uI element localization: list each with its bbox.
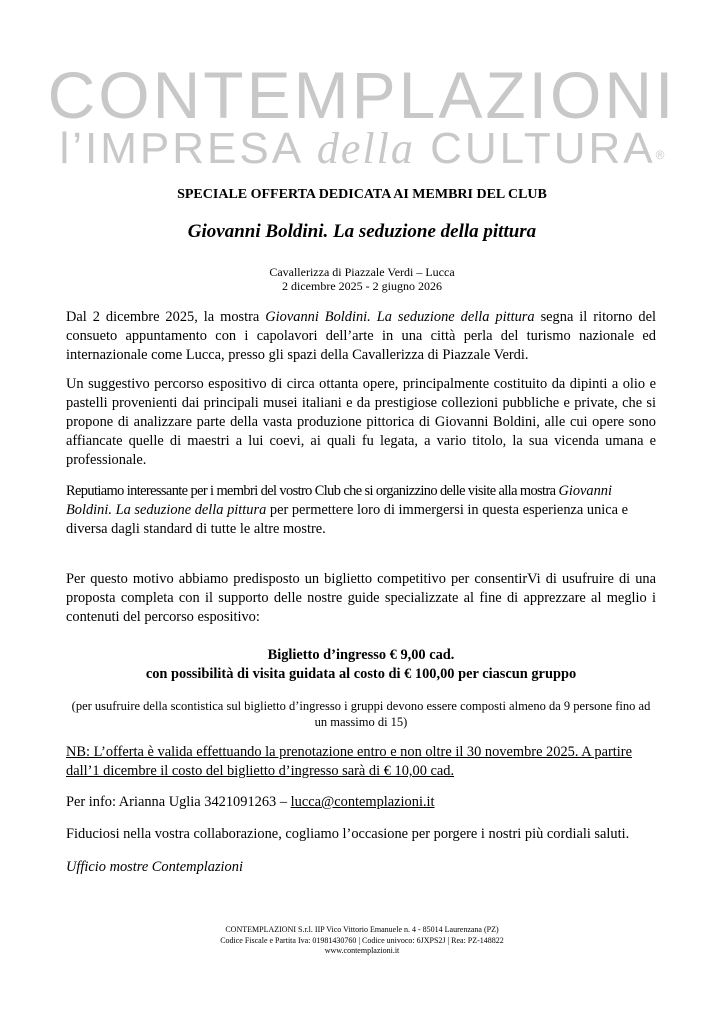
logo-tagline-part3: CULTURA [414, 124, 656, 173]
club-text-b: per permettere loro di immergersi in questa esperienza unica e diversa dagli standard di tutte le altre mostre. [66, 502, 629, 537]
logo-tagline-part1: l’IMPRESA [59, 124, 317, 173]
contact-label: Per info: Arianna Uglia 3421091263 – [66, 794, 291, 810]
contact-email-link[interactable]: lucca@contemplazioni.it [290, 794, 435, 810]
intro-text-b: segna il ritorno del consueto appuntamento con i capolavori dell’arte in una città perla del turismo nazionale ed internazionale come Lucca, presso gli spazi della Cavallerizza di Piazzale Verdi. [66, 309, 656, 363]
club-exhibition-title: Giovanni Boldini. La seduzione della pittura [66, 483, 612, 518]
contact-info [66, 793, 656, 812]
logo-tagline [0, 124, 724, 174]
logo-tagline-part2: della [316, 124, 415, 173]
guided-tour-price: con possibilità di visita guidata al costo di € 100,00 per ciascun gruppo [145, 666, 577, 682]
deadline-note: NB: L’offerta è valida effettuando la prenotazione entro e non oltre il 30 novembre 2025. A partire dall’1 dicembre il costo del biglietto d’ingresso sarà di € 10,00 cad. [66, 744, 632, 779]
offer-title: SPECIALE OFFERTA DEDICATA AI MEMBRI DEL CLUB [177, 187, 547, 202]
closing-paragraph: Fiduciosi nella vostra collaborazione, cogliamo l’occasione per porgere i nostri più cordiali saluti. [66, 826, 630, 842]
description-paragraph: Un suggestivo percorso espositivo di circa ottanta opere, principalmente costituito da dipinti a olio e pastelli provenienti dai principali musei italiani e da prestigiose collezioni pubbliche e private, che si propone di analizzare parte della vasta produzione pittorica di Giovanni Boldini, alle cui opere sono affiancate quelle di maestri a lui coevi, ai quali fu legata, a vario titolo, la sua vicenda umana e professionale. [66, 376, 656, 468]
footer-tax-info: Codice Fiscale e Partita Iva: 01981430760 | Codice univoco: 6JXPS2J | Rea: PZ-148822 [220, 935, 504, 945]
exhibition-title: Giovanni Boldini. La seduzione della pittura [187, 221, 537, 242]
footer-address: CONTEMPLAZIONI S.r.l. IIP Vico Vittorio Emanuele n. 4 - 85014 Laurenzana (PZ) [225, 925, 499, 934]
ticket-price-block [66, 646, 656, 684]
footer-website: www.contemplazioni.it [324, 946, 400, 955]
venue-block [0, 265, 724, 293]
ticket-price: Biglietto d’ingresso € 9,00 cad. [267, 647, 455, 663]
offer-paragraph: Per questo motivo abbiamo predisposto un biglietto competitivo per consentirVi di usufruire di una proposta completa con il supporto delle nostre guide specializzate al fine di apprezzare al meglio i contenuti del percorso espositivo: [66, 571, 656, 625]
signature: Ufficio mostre Contemplazioni [66, 859, 243, 875]
intro-text-a: Dal 2 dicembre 2025, la mostra [66, 309, 266, 325]
intro-paragraph [66, 308, 656, 365]
logo-wordmark [0, 58, 724, 132]
intro-exhibition-title: Giovanni Boldini. La seduzione della pittura [265, 309, 535, 325]
club-text-a: Reputiamo interessante per i membri del vostro Club che si organizzino delle visite alla mostra [66, 483, 559, 499]
registered-mark: ® [655, 148, 665, 162]
group-size-note: (per usufruire della scontistica sul biglietto d’ingresso i gruppi devono essere composti almeno da 9 persone fino ad un massimo di 15) [71, 699, 651, 729]
footer [0, 925, 724, 957]
logo-title: CONTEMPLAZIONI [47, 58, 677, 132]
venue-location: Cavallerizza di Piazzale Verdi – Lucca [269, 265, 455, 279]
venue-dates: 2 dicembre 2025 - 2 giugno 2026 [282, 279, 442, 293]
club-paragraph [66, 482, 656, 539]
